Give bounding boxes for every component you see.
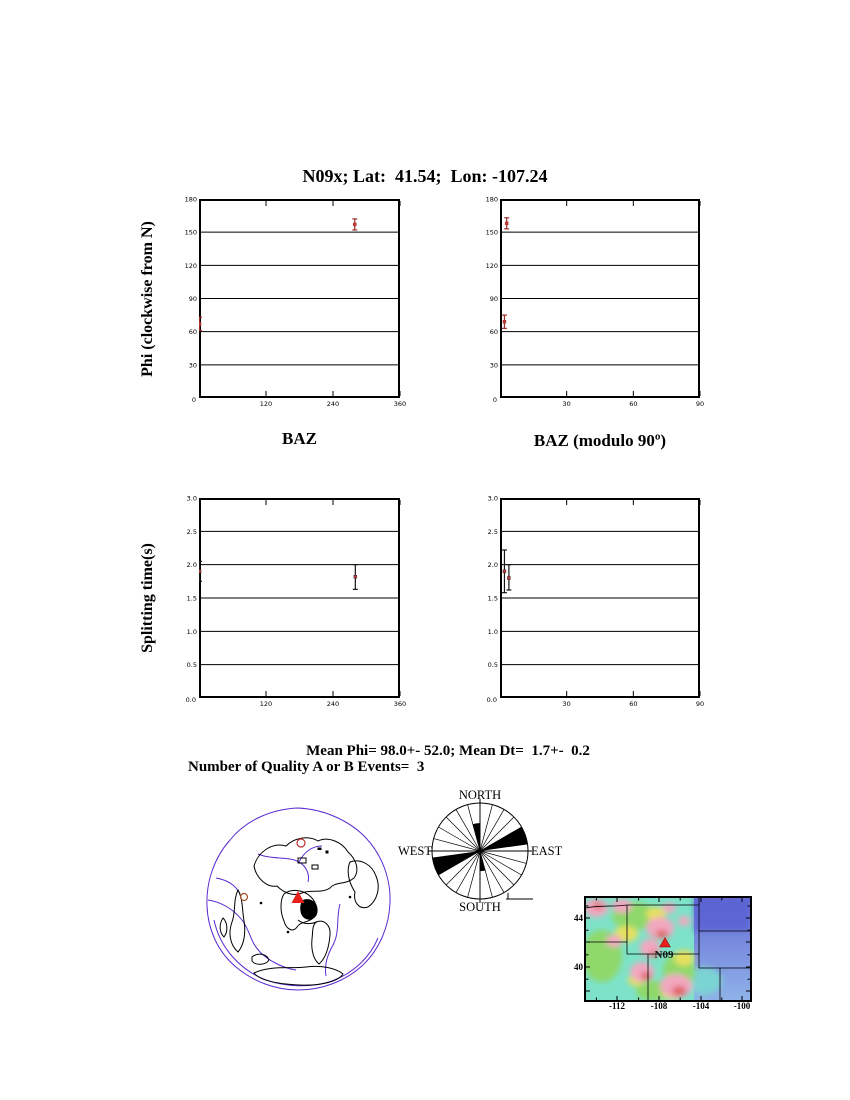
event-count-text: Number of Quality A or B Events= 3 (188, 759, 425, 775)
map-station-label: N09 (654, 949, 674, 961)
phi-axis-label: Phi (clockwise from N) (139, 221, 156, 377)
plot-canvas (486, 494, 705, 708)
baz-mod90-axis-label: BAZ (modulo 90º) (533, 431, 667, 450)
svg-text:120: 120 (184, 261, 197, 270)
splitting-time-axis-label: Splitting time(s) (139, 543, 156, 653)
svg-text:2.5: 2.5 (487, 527, 498, 536)
svg-text:30: 30 (188, 361, 197, 370)
svg-text:120: 120 (259, 400, 273, 408)
svg-text:0.5: 0.5 (186, 661, 197, 670)
map-ytick-40: 40 (574, 962, 583, 972)
map-xtick--100: -100 (733, 1001, 751, 1011)
rose-north-label: NORTH (458, 788, 502, 802)
svg-text:360: 360 (393, 400, 407, 408)
svg-text:180: 180 (485, 195, 498, 204)
svg-text:0.0: 0.0 (185, 696, 196, 704)
globe-event-marker (297, 839, 305, 847)
phi-vs-baz-plot (184, 195, 407, 408)
svg-text:90: 90 (695, 700, 705, 708)
svg-text:1.0: 1.0 (487, 627, 498, 636)
baz-axis-label: BAZ (282, 429, 317, 448)
svg-text:0: 0 (191, 396, 196, 404)
svg-text:90: 90 (188, 295, 197, 303)
svg-text:2.5: 2.5 (186, 527, 197, 536)
svg-text:30: 30 (562, 700, 571, 708)
coastlines (220, 838, 378, 985)
svg-text:2.0: 2.0 (487, 561, 498, 570)
rose-south-label: SOUTH (459, 900, 501, 914)
svg-text:360: 360 (393, 700, 407, 708)
svg-text:240: 240 (326, 400, 340, 408)
svg-text:0.0: 0.0 (486, 696, 497, 704)
svg-text:1.0: 1.0 (186, 627, 197, 636)
svg-text:3.0: 3.0 (487, 494, 498, 503)
svg-text:120: 120 (259, 700, 273, 708)
svg-text:2.0: 2.0 (186, 561, 197, 570)
station-map (584, 896, 752, 1002)
rose-west-label: WEST (398, 844, 433, 858)
plot-canvas (184, 195, 407, 408)
svg-text:0.5: 0.5 (487, 661, 498, 670)
svg-text:3.0: 3.0 (186, 494, 197, 503)
svg-text:60: 60 (629, 700, 638, 708)
svg-text:1.5: 1.5 (487, 594, 498, 603)
svg-text:180: 180 (184, 195, 197, 204)
svg-text:60: 60 (188, 328, 197, 337)
map-ytick-44: 44 (574, 913, 583, 923)
map-xtick--104: -104 (692, 1001, 710, 1011)
svg-text:90: 90 (489, 295, 498, 303)
dt-vs-baz-mod90-plot (486, 494, 705, 708)
svg-text:0: 0 (492, 396, 497, 404)
svg-text:60: 60 (489, 328, 498, 337)
plot-canvas (185, 494, 407, 708)
svg-text:60: 60 (629, 400, 638, 408)
svg-text:150: 150 (485, 228, 498, 237)
mean-phi-dt-text: Mean Phi= 98.0+- 52.0; Mean Dt= 1.7+- 0.2 (306, 743, 590, 759)
svg-text:240: 240 (326, 700, 340, 708)
page-title: N09x; Lat: 41.54; Lon: -107.24 (302, 166, 548, 186)
phi-vs-baz-mod90-plot (485, 195, 705, 408)
svg-text:1.5: 1.5 (186, 594, 197, 603)
svg-text:150: 150 (184, 228, 197, 237)
dt-vs-baz-plot (185, 494, 407, 708)
globe-event-marker (241, 894, 248, 901)
map-xtick--112: -112 (608, 1001, 625, 1011)
globe-projection (200, 802, 396, 994)
svg-text:30: 30 (489, 361, 498, 370)
rose-east-label: EAST (531, 844, 563, 858)
svg-text:120: 120 (485, 261, 498, 270)
plot-canvas (485, 195, 705, 408)
svg-text:30: 30 (562, 400, 571, 408)
map-xtick--108: -108 (650, 1001, 668, 1011)
svg-text:90: 90 (695, 400, 705, 408)
